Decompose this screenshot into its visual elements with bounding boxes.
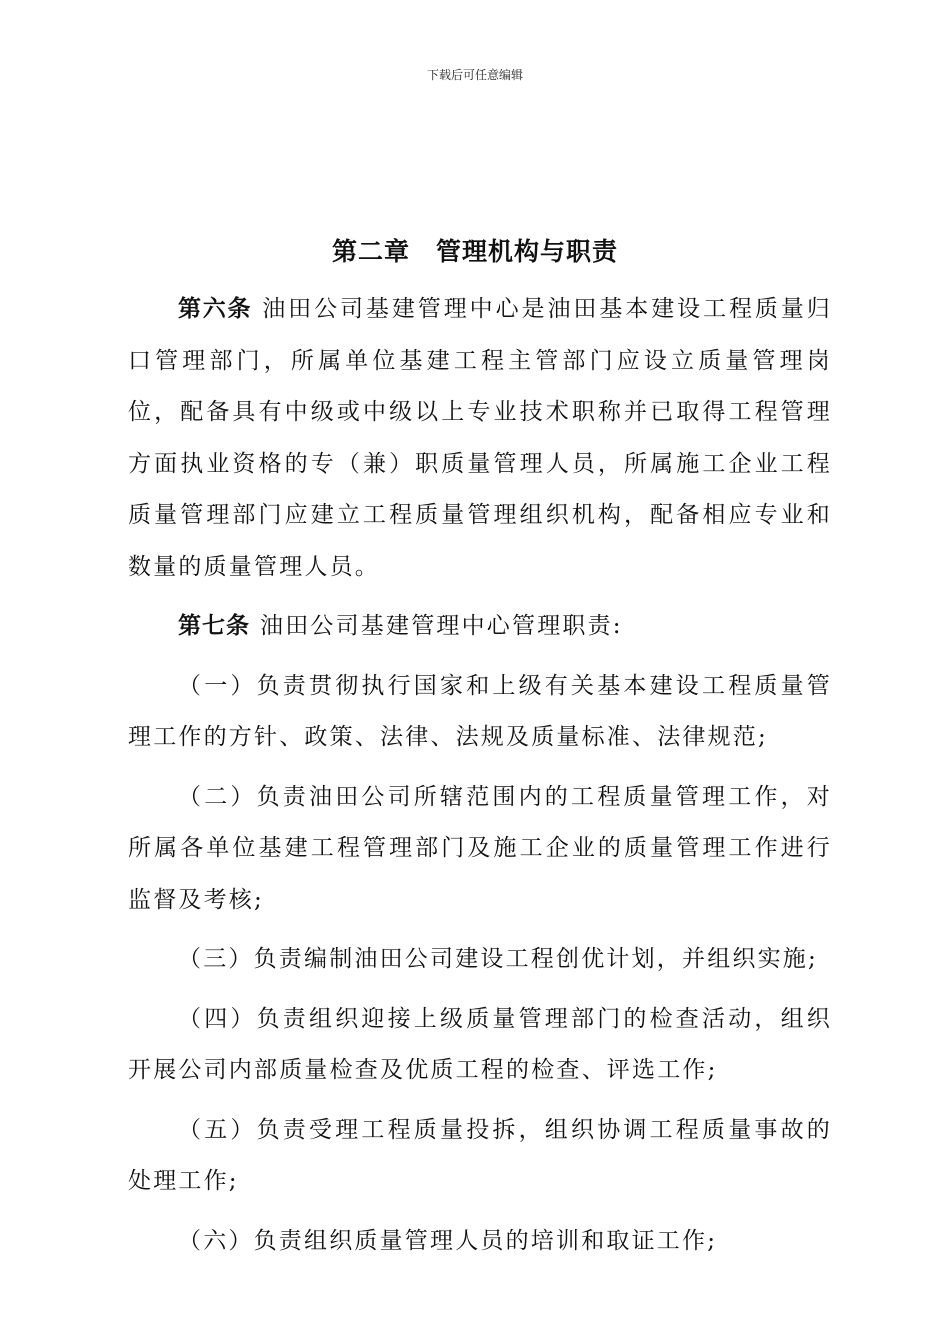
article-label: 第七条 (178, 613, 250, 639)
page-header-note: 下载后可任意编辑 (426, 68, 523, 82)
list-item: （三）负责编制油田公司建设工程创优计划，并组织实施; (178, 946, 818, 972)
article-7 (128, 601, 832, 653)
chapter-name: 管理机构与职责 (436, 237, 619, 266)
list-item: （六）负责组织质量管理人员的培训和取证工作; (178, 1227, 718, 1254)
article-label: 第六条 (178, 296, 253, 322)
article-6 (128, 284, 832, 593)
chapter-title (0, 232, 950, 268)
chapter-number: 第二章 (331, 237, 410, 266)
article-text: 油田公司基建管理中心是油田基本建设工程质量归口管理部门，所属单位基建工程主管部门应设立质量管理岗位，配备具有中级或中级以上专业技术职称并已取得工程管理方面执业资格的专（兼）职质量管理人员，所属施工企业工程质量管理部门应建立工程质量管理组织机构，配备相应专业和数量的质量管理人员。 (128, 296, 832, 580)
list-item: （五）负责受理工程质量投拆，组织协调工程质量事故的处理工作; (128, 1116, 832, 1194)
list-item: （二）负责油田公司所辖范围内的工程质量管理工作，对所属各单位基建工程管理部门及施工企业的质量管理工作进行监督及考核; (128, 783, 832, 913)
article-text: 油田公司基建管理中心管理职责: (260, 613, 623, 639)
document-body (128, 284, 832, 1267)
list-item: （四）负责组织迎接上级质量管理部门的检查活动，组织开展公司内部质量检查及优质工程的检查、评选工作; (128, 1005, 832, 1083)
list-item: （一）负责贯彻执行国家和上级有关基本建设工程质量管理工作的方针、政策、法律、法规及质量标准、法律规范; (128, 672, 832, 750)
